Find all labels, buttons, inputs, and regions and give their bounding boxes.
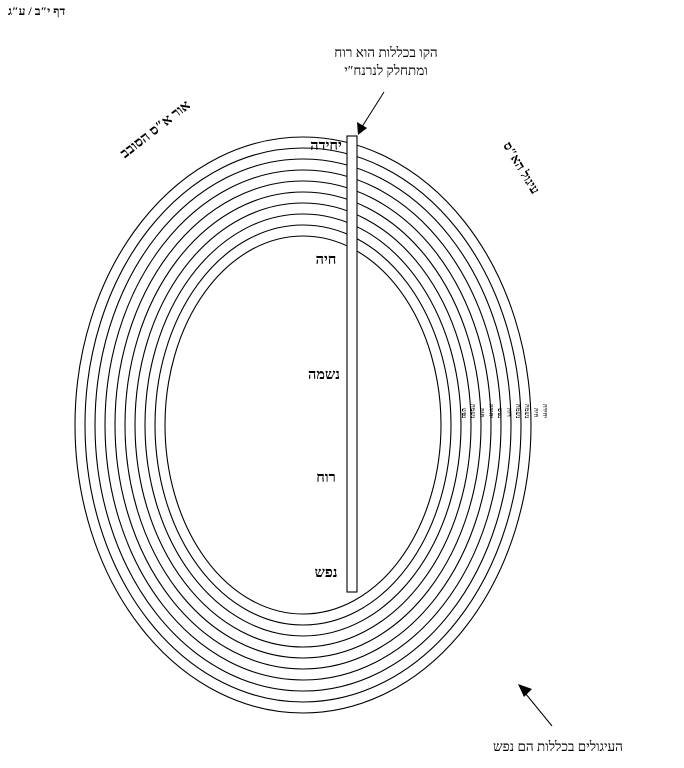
right-side-label: עיגול הא″ס bbox=[500, 139, 543, 197]
ring-6 bbox=[125, 192, 481, 658]
kav-level-yechida: יחידה bbox=[310, 138, 342, 154]
ring-8 bbox=[145, 214, 461, 636]
ring-1 bbox=[75, 137, 531, 713]
ring-label-1: יחידה bbox=[541, 404, 548, 419]
ring-label-3: נשמה bbox=[523, 404, 530, 419]
ring-label-5: רוח bbox=[505, 408, 512, 417]
top-caption-line-2: ומתחלק לנרנח″י bbox=[344, 63, 428, 79]
ring-label-4: נשמה bbox=[514, 404, 521, 419]
kav-level-neshama: נשמה bbox=[308, 367, 340, 383]
ring-10 bbox=[165, 236, 441, 614]
bottom-arrow bbox=[518, 684, 552, 726]
ring-4 bbox=[105, 170, 501, 680]
ring-5 bbox=[115, 181, 491, 669]
page-reference: דף י″ב / ע″ג bbox=[8, 4, 66, 18]
central-kav-line bbox=[347, 136, 357, 592]
bottom-caption: העיגולים בכללות הם נפש bbox=[493, 739, 623, 754]
ring-9 bbox=[155, 225, 451, 625]
kav-level-nefesh: נפש bbox=[314, 565, 338, 581]
ring-label-7: יחידה bbox=[487, 404, 494, 419]
ring-7 bbox=[135, 203, 471, 647]
ring-label-9: נשמה bbox=[469, 404, 476, 419]
concentric-ellipses bbox=[75, 137, 531, 713]
top-arrow bbox=[357, 92, 384, 135]
top-caption bbox=[286, 44, 486, 80]
ring-3 bbox=[95, 159, 511, 691]
ring-2 bbox=[85, 148, 521, 702]
kav-level-ruach: רוח bbox=[316, 470, 336, 486]
ring-label-10: נפש bbox=[460, 408, 467, 419]
left-side-label: אור א″ס הסובב bbox=[118, 98, 194, 162]
kav-level-chaya: חיה bbox=[315, 252, 337, 268]
ring-label-8: חיה bbox=[478, 408, 485, 418]
ring-label-2: חיה bbox=[532, 408, 539, 418]
ring-label-6: נפש bbox=[496, 408, 503, 419]
top-caption-line-1: הקו בכללות הוא רוח bbox=[334, 45, 438, 60]
